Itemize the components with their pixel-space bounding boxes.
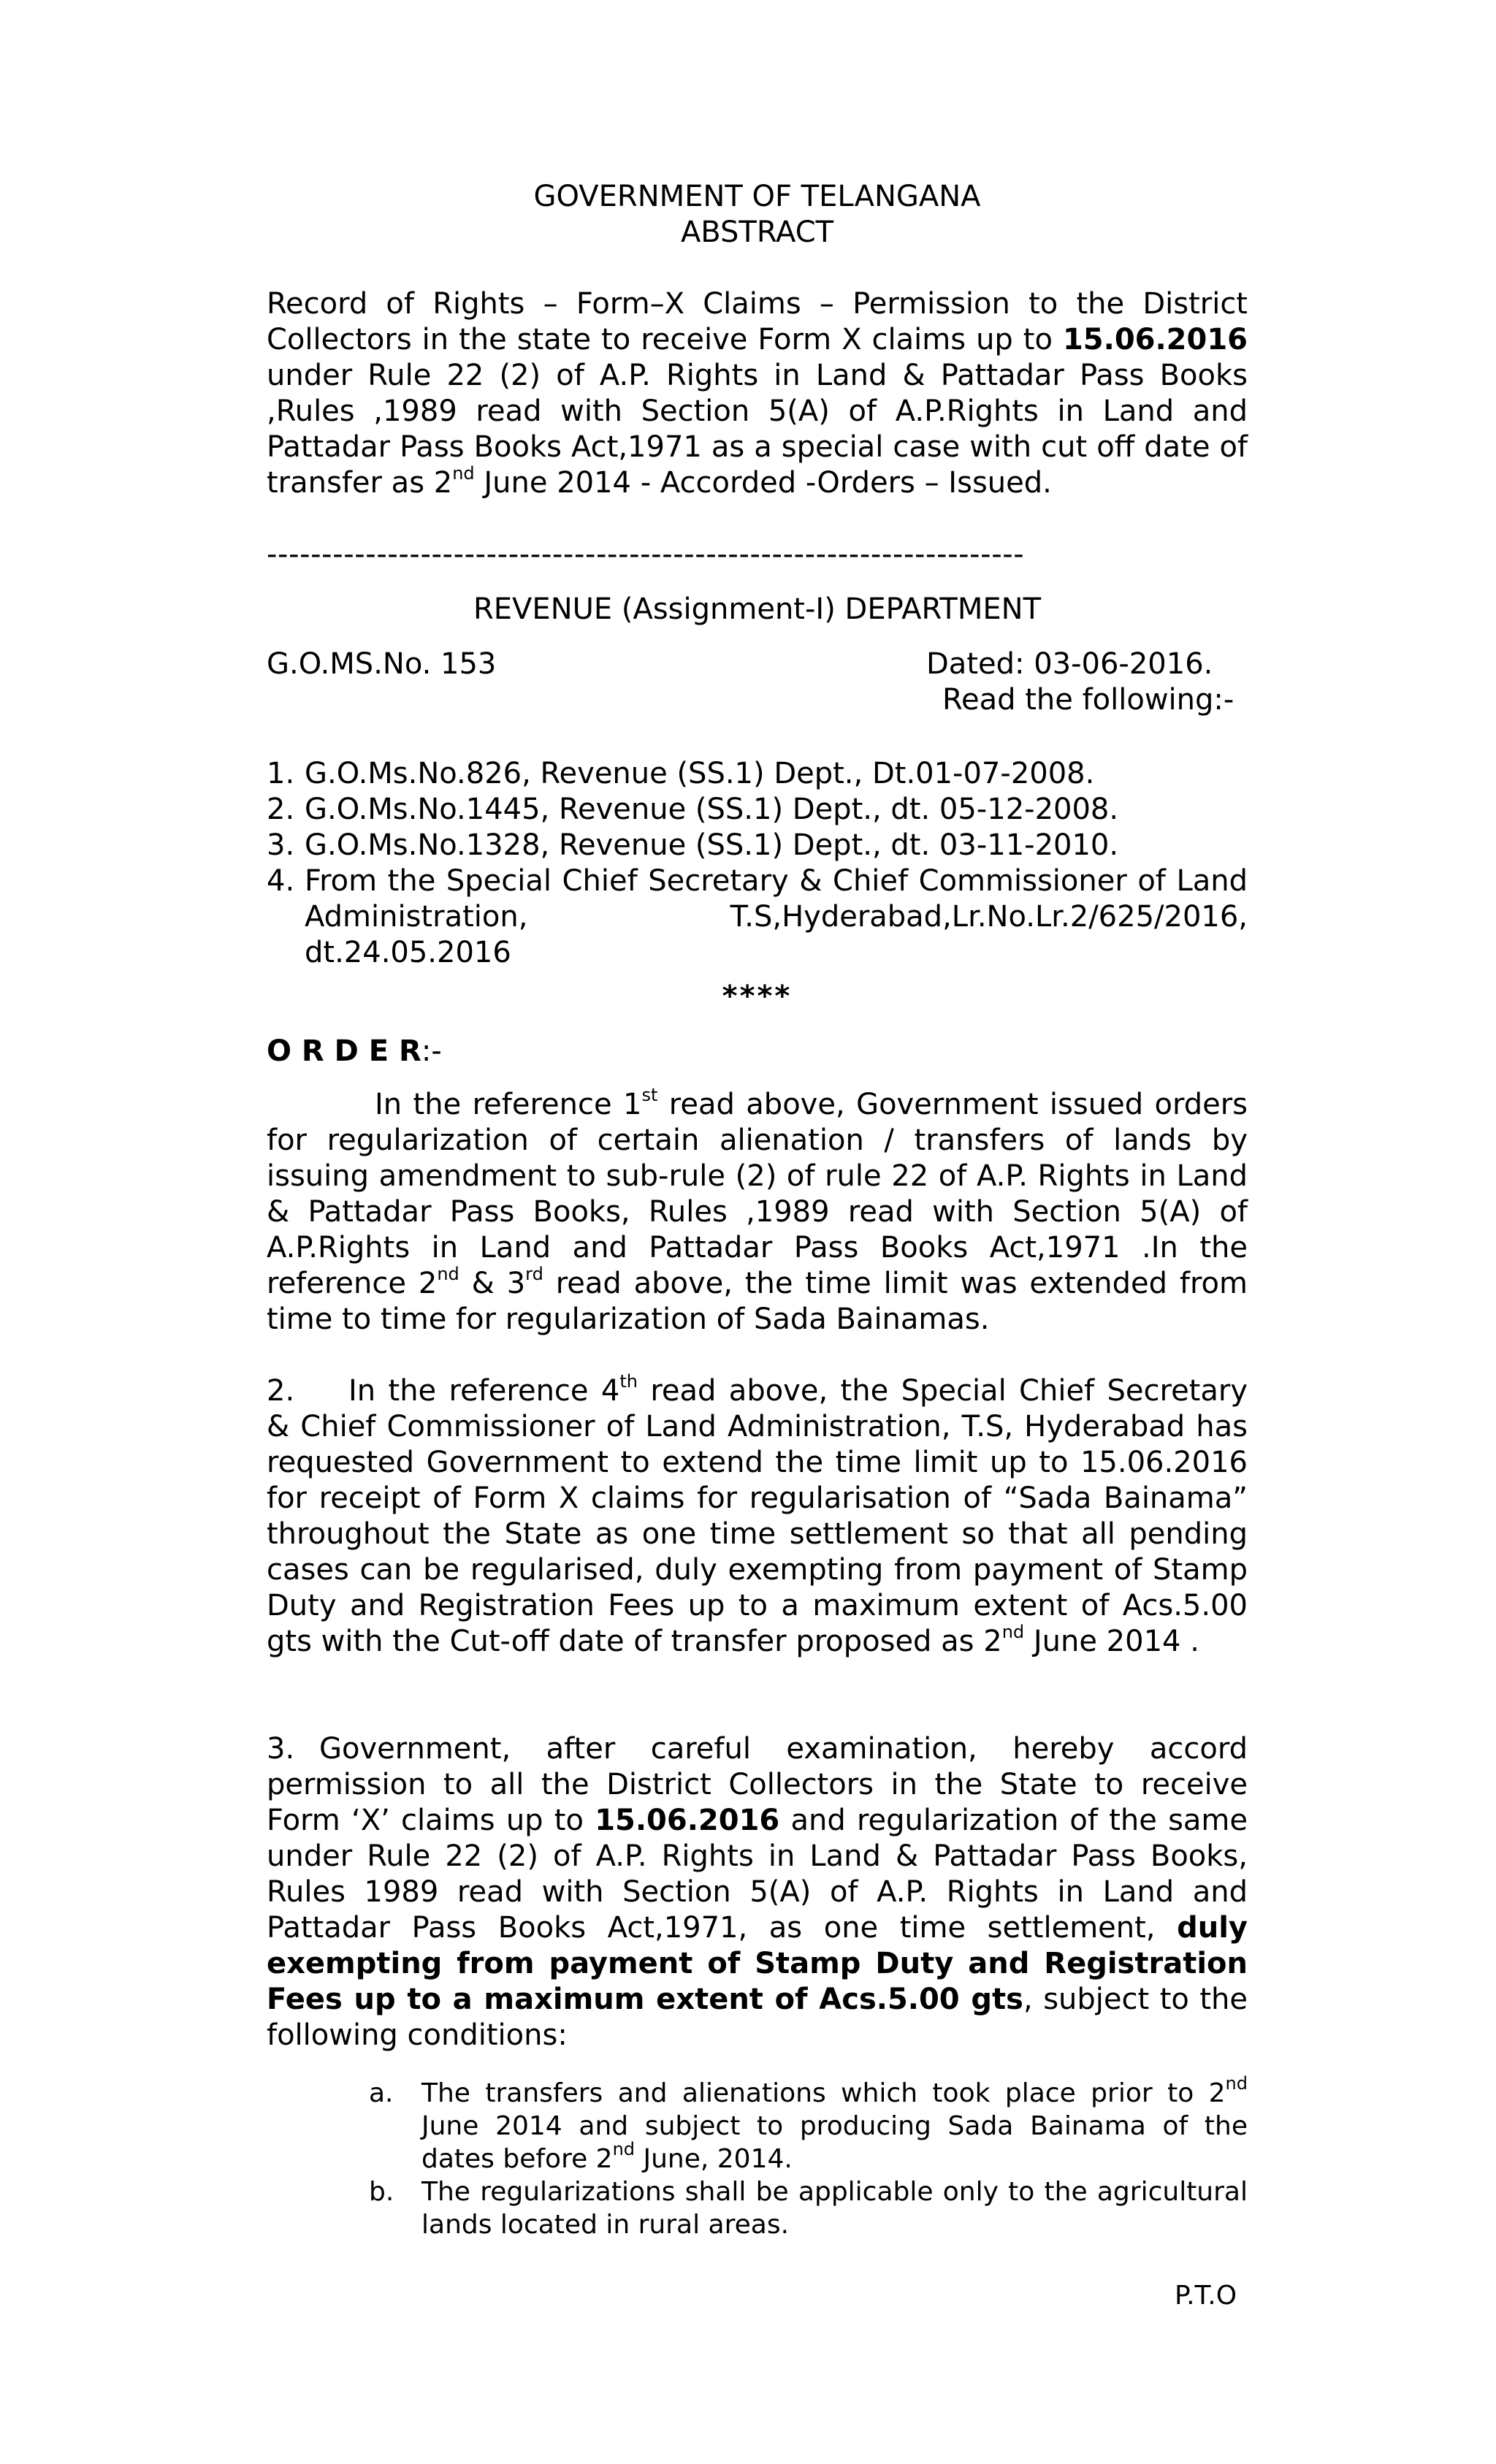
go-number: G.O.MS.No. 153: [267, 647, 497, 681]
abstract-title: ABSTRACT: [680, 215, 834, 249]
condition-text: [421, 2073, 1248, 2175]
order-heading: [267, 1034, 442, 1069]
para1-text-b: read above, Government issued orders for regularization of certain alienation / transfers of lands by issuing amendment to sub-rule (2) of rule 22 of A.P. Rights in Land & Pattadar Pass Books, Rules ,1989 read with Section 5(A) of A.P.Rights in Land and Pattadar Pass Books Act,1971 .In the reference 2: [267, 1088, 1248, 1300]
para2-sup2: nd: [1001, 1621, 1025, 1642]
condition-a-text-3: June, 2014.: [635, 2144, 793, 2174]
para2-text-c: June 2014 .: [1024, 1625, 1199, 1658]
order-heading-suffix: :-: [421, 1034, 442, 1068]
department-name: REVENUE (Assignment-I) DEPARTMENT: [473, 592, 1041, 626]
reference-text: From the Special Chief Secretary & Chief Commissioner of Land Administration, T.S,Hyderabad,Lr.No.Lr.2/625/2016, dt.24.05.2016: [305, 864, 1248, 969]
condition-b: [369, 2175, 1248, 2241]
condition-label: a.: [369, 2078, 394, 2108]
reference-number: 4.: [267, 864, 295, 898]
order-paragraph-3: [267, 1731, 1248, 2053]
subject-text-3: June 2014 - Accorded -Orders – Issued.: [474, 466, 1052, 500]
reference-text: G.O.Ms.No.1445, Revenue (SS.1) Dept., dt. 05-12-2008.: [305, 793, 1119, 826]
condition-a-text-2: June 2014 and subject to producing Sada Bainama of the dates before 2: [421, 2111, 1248, 2174]
subject-paragraph: [267, 286, 1248, 501]
condition-a: [369, 2073, 1248, 2175]
dated: Dated: 03-06-2016.: [926, 647, 1213, 681]
para3-bold-date: 15.06.2016: [595, 1804, 780, 1837]
conditions-list: [369, 2073, 1248, 2241]
para3-text-c: , subject to the following conditions:: [267, 1983, 1248, 2052]
para3-number: 3.: [267, 1732, 295, 1766]
reference-number: 3.: [267, 828, 295, 862]
stars-separator: ****: [722, 980, 793, 1013]
condition-a-text-1: The transfers and alienations which took place prior to 2: [421, 2078, 1226, 2108]
government-title: GOVERNMENT OF TELANGANA: [533, 180, 981, 213]
reference-item: [267, 756, 1248, 792]
para2-sup1: th: [619, 1370, 638, 1392]
subject-date: 15.06.2016: [1062, 323, 1248, 356]
condition-a-sup2: nd: [612, 2139, 636, 2159]
para2-text-a: In the reference 4: [348, 1374, 620, 1408]
reference-item: [267, 828, 1248, 863]
order-paragraph-1: [267, 1084, 1248, 1338]
reference-number: 2.: [267, 793, 295, 826]
condition-a-sup1: nd: [1225, 2073, 1248, 2094]
reference-text: G.O.Ms.No.1328, Revenue (SS.1) Dept., dt. 03-11-2010.: [305, 828, 1119, 862]
para3-bold-exemption: duly exempting from payment of Stamp Duty and Registration Fees up to a maximum extent of Acs.5.00 gts: [267, 1911, 1248, 2016]
para3-text-a: Government, after careful examination, hereby accord permission to all the District Collectors in the State to receive Form ‘X’ claims up to: [267, 1732, 1248, 1837]
para1-sup1: st: [641, 1084, 658, 1105]
subject-text-1: Record of Rights – Form–X Claims – Permission to the District Collectors in the state to receive Form X claims up to: [267, 287, 1248, 356]
condition-text: The regularizations shall be applicable only to the agricultural lands located in rural areas.: [421, 2177, 1248, 2240]
order-paragraph-2: [267, 1370, 1248, 1660]
para2-text-b: read above, the Special Chief Secretary & Chief Commissioner of Land Administration, T.S, Hyderabad has requested Government to extend the time limit up to 15.06.2016 for receipt of Form X claims for regularisation of “Sada Bainama” throughout the State as one time settlement so that all pending cases can be regularised, duly exempting from payment of Stamp Duty and Registration Fees up to a maximum extent of Acs.5.00 gts with the Cut-off date of transfer proposed as 2: [267, 1374, 1248, 1658]
para2-number: 2.: [267, 1374, 295, 1408]
read-following: Read the following:-: [942, 683, 1234, 717]
para1-sup3: rd: [525, 1263, 543, 1284]
condition-label: b.: [369, 2177, 394, 2207]
reference-item: [267, 863, 1248, 971]
para1-text-a: In the reference 1: [375, 1088, 642, 1121]
reference-text: G.O.Ms.No.826, Revenue (SS.1) Dept., Dt.01-07-2008.: [305, 757, 1095, 790]
para1-sup2: nd: [437, 1263, 459, 1284]
subject-sup: nd: [452, 462, 475, 484]
subject-text-2: under Rule 22 (2) of A.P. Rights in Land & Pattadar Pass Books ,Rules ,1989 read with Section 5(A) of A.P.Rights in Land and Pattadar Pass Books Act,1971 as a special case with cut off date of transfer as 2: [267, 359, 1248, 500]
para3-text-b: and regularization of the same under Rule 22 (2) of A.P. Rights in Land & Pattadar Pass Books, Rules 1989 read with Section 5(A) of A.P. Rights in Land and Pattadar Pass Books Act,1971, as one time settlement,: [267, 1804, 1248, 1945]
order-heading-text: O R D E R: [267, 1034, 421, 1068]
pto-marker: P.T.O: [1175, 2281, 1237, 2311]
reference-item: [267, 792, 1248, 828]
divider-line: ---------------------------------------------------------------------: [267, 538, 1025, 571]
para1-text-c: & 3: [459, 1267, 526, 1300]
header-block: [267, 179, 1248, 251]
para1-text-d: read above, the time limit was extended from time to time for regularization of Sada Bainamas.: [267, 1267, 1248, 1336]
reference-number: 1.: [267, 757, 295, 790]
references-list: [267, 756, 1248, 971]
